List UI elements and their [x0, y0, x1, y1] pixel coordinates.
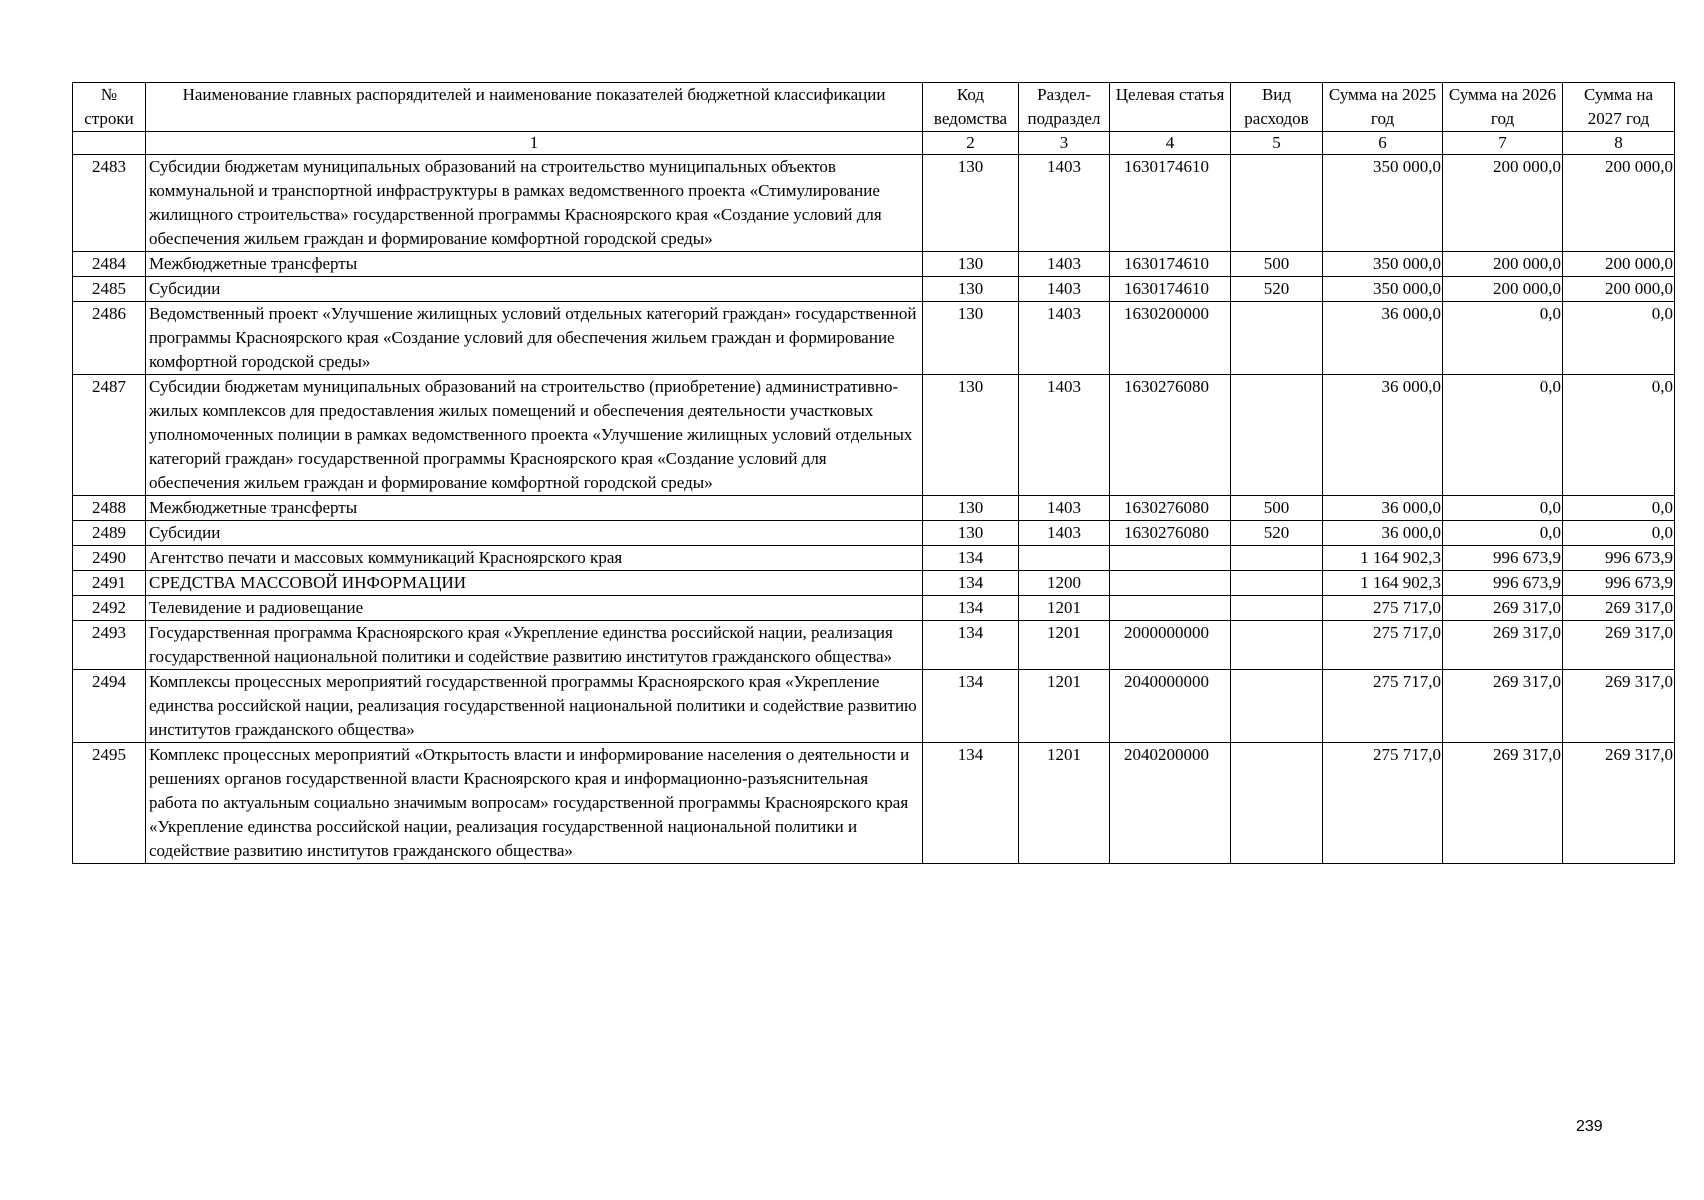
row-section: 1403 — [1019, 521, 1110, 546]
row-number: 2485 — [73, 277, 146, 302]
row-sum-2025: 275 717,0 — [1323, 743, 1443, 864]
row-sum-2027: 996 673,9 — [1563, 546, 1675, 571]
header-section: Раздел-подраздел — [1019, 83, 1110, 132]
row-sum-2027: 269 317,0 — [1563, 621, 1675, 670]
row-dept-code: 130 — [923, 252, 1019, 277]
column-number: 1 — [146, 132, 923, 155]
row-article — [1110, 546, 1231, 571]
row-name: Субсидии бюджетам муниципальных образований на строительство (приобретение) административно-жилых комплексов для предоставления жилых помещений и обеспечения деятельности участковых уполномоченных полиции в рамках ведомственного проекта «Улучшение жилищных условий отдельных категорий граждан» государственной программы Красноярского края «Создание условий для обеспечения жильем граждан и формирование комфортной городской среды» — [146, 375, 923, 496]
row-expense-type — [1231, 743, 1323, 864]
row-expense-type — [1231, 155, 1323, 252]
row-number: 2491 — [73, 571, 146, 596]
row-name: Агентство печати и массовых коммуникаций Красноярского края — [146, 546, 923, 571]
row-sum-2025: 36 000,0 — [1323, 496, 1443, 521]
row-expense-type — [1231, 571, 1323, 596]
table-row — [73, 571, 1675, 596]
row-expense-type: 520 — [1231, 277, 1323, 302]
column-number: 4 — [1110, 132, 1231, 155]
column-number: 5 — [1231, 132, 1323, 155]
row-name: Комплекс процессных мероприятий «Открытость власти и информирование населения о деятельности и решениях органов государственной власти Красноярского края и информационно-разъяснительная работа по актуальным социально значимым вопросам» государственной программы Красноярского края «Укрепление единства российской нации, реализация государственной национальной политики и содействие развитию институтов гражданского общества» — [146, 743, 923, 864]
row-sum-2026: 996 673,9 — [1443, 571, 1563, 596]
row-name: Государственная программа Красноярского края «Укрепление единства российской нации, реализация государственной национальной политики и содействие развитию институтов гражданского общества» — [146, 621, 923, 670]
row-name: Субсидии — [146, 277, 923, 302]
table-row — [73, 496, 1675, 521]
table-row — [73, 670, 1675, 743]
row-expense-type — [1231, 621, 1323, 670]
row-section: 1403 — [1019, 277, 1110, 302]
row-sum-2025: 36 000,0 — [1323, 302, 1443, 375]
row-dept-code: 130 — [923, 155, 1019, 252]
row-section: 1403 — [1019, 252, 1110, 277]
row-dept-code: 134 — [923, 621, 1019, 670]
row-sum-2025: 350 000,0 — [1323, 155, 1443, 252]
header-sum2025: Сумма на 2025 год — [1323, 83, 1443, 132]
row-sum-2025: 275 717,0 — [1323, 596, 1443, 621]
row-section: 1201 — [1019, 743, 1110, 864]
row-expense-type: 520 — [1231, 521, 1323, 546]
row-sum-2025: 36 000,0 — [1323, 375, 1443, 496]
row-section: 1403 — [1019, 302, 1110, 375]
row-article: 1630174610 — [1110, 252, 1231, 277]
table-row — [73, 546, 1675, 571]
row-expense-type: 500 — [1231, 496, 1323, 521]
row-sum-2027: 200 000,0 — [1563, 277, 1675, 302]
row-sum-2027: 269 317,0 — [1563, 596, 1675, 621]
row-section — [1019, 546, 1110, 571]
row-sum-2026: 0,0 — [1443, 521, 1563, 546]
row-dept-code: 134 — [923, 743, 1019, 864]
row-dept-code: 130 — [923, 302, 1019, 375]
row-sum-2027: 0,0 — [1563, 521, 1675, 546]
header-row — [73, 83, 1675, 132]
row-section: 1201 — [1019, 670, 1110, 743]
header-type: Вид расходов — [1231, 83, 1323, 132]
header-dept: Код ведомства — [923, 83, 1019, 132]
row-name: СРЕДСТВА МАССОВОЙ ИНФОРМАЦИИ — [146, 571, 923, 596]
row-sum-2027: 269 317,0 — [1563, 743, 1675, 864]
row-expense-type — [1231, 375, 1323, 496]
row-number: 2492 — [73, 596, 146, 621]
row-article — [1110, 596, 1231, 621]
row-article: 2040200000 — [1110, 743, 1231, 864]
row-expense-type: 500 — [1231, 252, 1323, 277]
table-row — [73, 621, 1675, 670]
row-sum-2026: 269 317,0 — [1443, 621, 1563, 670]
row-dept-code: 130 — [923, 375, 1019, 496]
row-sum-2026: 996 673,9 — [1443, 546, 1563, 571]
column-number: 8 — [1563, 132, 1675, 155]
row-sum-2025: 36 000,0 — [1323, 521, 1443, 546]
row-sum-2025: 275 717,0 — [1323, 621, 1443, 670]
row-sum-2026: 200 000,0 — [1443, 155, 1563, 252]
row-section: 1403 — [1019, 155, 1110, 252]
row-name: Субсидии — [146, 521, 923, 546]
row-name: Ведомственный проект «Улучшение жилищных условий отдельных категорий граждан» государственной программы Красноярского края «Создание условий для обеспечения жильем граждан и формирование комфортной городской среды» — [146, 302, 923, 375]
column-number: 3 — [1019, 132, 1110, 155]
row-expense-type — [1231, 596, 1323, 621]
column-number-row — [73, 132, 1675, 155]
row-section: 1403 — [1019, 496, 1110, 521]
row-article: 1630200000 — [1110, 302, 1231, 375]
row-sum-2026: 200 000,0 — [1443, 252, 1563, 277]
row-sum-2027: 0,0 — [1563, 375, 1675, 496]
row-name: Телевидение и радиовещание — [146, 596, 923, 621]
table-row — [73, 302, 1675, 375]
row-dept-code: 130 — [923, 496, 1019, 521]
row-number: 2494 — [73, 670, 146, 743]
row-dept-code: 134 — [923, 571, 1019, 596]
header-num: № строки — [73, 83, 146, 132]
row-sum-2025: 1 164 902,3 — [1323, 571, 1443, 596]
table-row — [73, 252, 1675, 277]
row-number: 2483 — [73, 155, 146, 252]
row-section: 1403 — [1019, 375, 1110, 496]
column-number: 7 — [1443, 132, 1563, 155]
row-dept-code: 134 — [923, 596, 1019, 621]
row-expense-type — [1231, 670, 1323, 743]
row-name: Субсидии бюджетам муниципальных образований на строительство муниципальных объектов коммунальной и транспортной инфраструктуры в рамках ведомственного проекта «Стимулирование жилищного строительства» государственной программы Красноярского края «Создание условий для обеспечения жильем граждан и формирование комфортной городской среды» — [146, 155, 923, 252]
row-dept-code: 130 — [923, 277, 1019, 302]
row-sum-2025: 1 164 902,3 — [1323, 546, 1443, 571]
row-name: Межбюджетные трансферты — [146, 496, 923, 521]
row-article: 2040000000 — [1110, 670, 1231, 743]
header-article: Целевая статья — [1110, 83, 1231, 132]
row-number: 2487 — [73, 375, 146, 496]
row-article: 1630276080 — [1110, 496, 1231, 521]
row-section: 1200 — [1019, 571, 1110, 596]
row-section: 1201 — [1019, 621, 1110, 670]
header-name: Наименование главных распорядителей и наименование показателей бюджетной классификации — [146, 83, 923, 132]
row-expense-type — [1231, 546, 1323, 571]
row-sum-2026: 269 317,0 — [1443, 670, 1563, 743]
row-sum-2026: 0,0 — [1443, 302, 1563, 375]
row-number: 2493 — [73, 621, 146, 670]
row-sum-2027: 200 000,0 — [1563, 155, 1675, 252]
row-name: Комплексы процессных мероприятий государственной программы Красноярского края «Укрепление единства российской нации, реализация государственной национальной политики и содействие развитию институтов гражданского общества» — [146, 670, 923, 743]
row-sum-2026: 0,0 — [1443, 375, 1563, 496]
row-number: 2489 — [73, 521, 146, 546]
row-article: 1630174610 — [1110, 277, 1231, 302]
table-row — [73, 155, 1675, 252]
row-sum-2025: 275 717,0 — [1323, 670, 1443, 743]
row-number: 2488 — [73, 496, 146, 521]
row-number: 2490 — [73, 546, 146, 571]
row-section: 1201 — [1019, 596, 1110, 621]
row-article: 1630276080 — [1110, 375, 1231, 496]
table-row — [73, 743, 1675, 864]
row-sum-2027: 269 317,0 — [1563, 670, 1675, 743]
row-sum-2025: 350 000,0 — [1323, 277, 1443, 302]
row-dept-code: 134 — [923, 670, 1019, 743]
row-article: 2000000000 — [1110, 621, 1231, 670]
table-row — [73, 521, 1675, 546]
row-sum-2025: 350 000,0 — [1323, 252, 1443, 277]
row-sum-2027: 200 000,0 — [1563, 252, 1675, 277]
page-number: 239 — [1576, 1118, 1603, 1135]
column-number: 6 — [1323, 132, 1443, 155]
row-expense-type — [1231, 302, 1323, 375]
row-sum-2026: 200 000,0 — [1443, 277, 1563, 302]
row-name: Межбюджетные трансферты — [146, 252, 923, 277]
row-sum-2027: 0,0 — [1563, 496, 1675, 521]
table-row — [73, 375, 1675, 496]
row-dept-code: 130 — [923, 521, 1019, 546]
row-sum-2027: 996 673,9 — [1563, 571, 1675, 596]
table-row — [73, 277, 1675, 302]
column-number — [73, 132, 146, 155]
row-sum-2027: 0,0 — [1563, 302, 1675, 375]
row-article: 1630276080 — [1110, 521, 1231, 546]
row-sum-2026: 269 317,0 — [1443, 596, 1563, 621]
header-sum2026: Сумма на 2026 год — [1443, 83, 1563, 132]
row-article: 1630174610 — [1110, 155, 1231, 252]
table-row — [73, 596, 1675, 621]
row-number: 2486 — [73, 302, 146, 375]
row-article — [1110, 571, 1231, 596]
row-dept-code: 134 — [923, 546, 1019, 571]
budget-table — [72, 82, 1675, 864]
row-sum-2026: 0,0 — [1443, 496, 1563, 521]
column-number: 2 — [923, 132, 1019, 155]
row-number: 2495 — [73, 743, 146, 864]
row-number: 2484 — [73, 252, 146, 277]
header-sum2027: Сумма на 2027 год — [1563, 83, 1675, 132]
row-sum-2026: 269 317,0 — [1443, 743, 1563, 864]
